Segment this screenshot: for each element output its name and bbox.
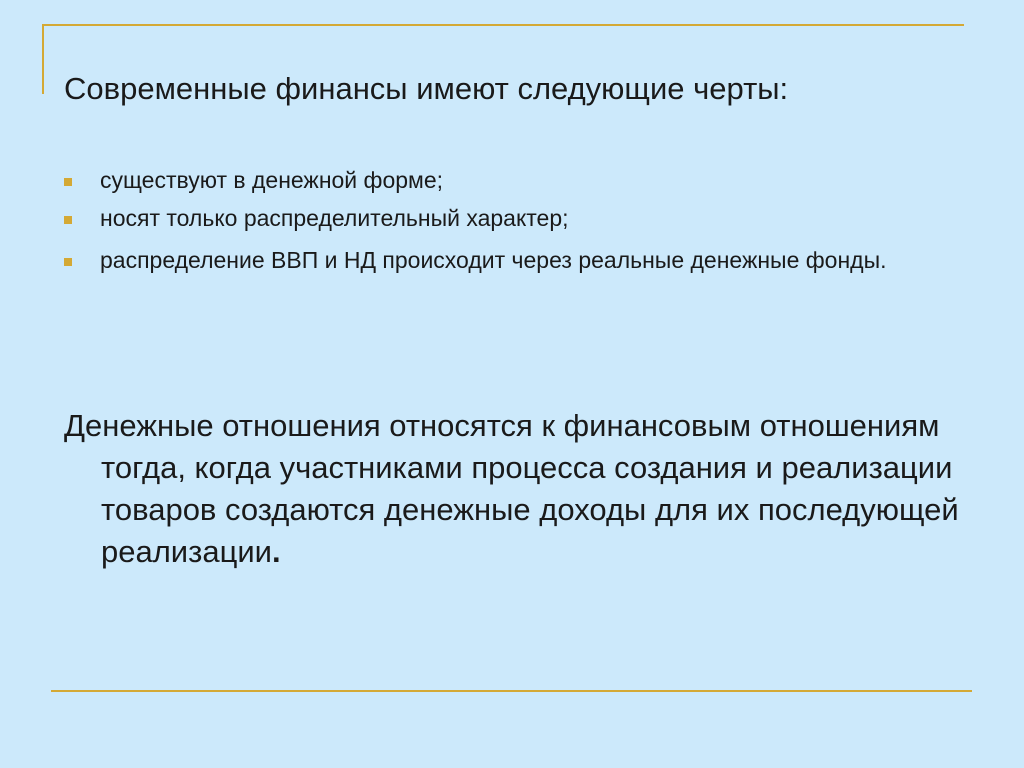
- slide-heading: Современные финансы имеют следующие черты:: [64, 71, 789, 106]
- bullet-text: существуют в денежной форме;: [100, 167, 444, 193]
- bullet-list: [64, 164, 944, 282]
- bullet-item: [64, 202, 944, 234]
- decorative-left-line: [42, 24, 44, 94]
- square-bullet-icon: [64, 258, 72, 266]
- paragraph-period: .: [271, 534, 281, 569]
- decorative-top-line: [42, 24, 964, 26]
- square-bullet-icon: [64, 216, 72, 224]
- definition-paragraph: [64, 405, 971, 573]
- bullet-item: [64, 164, 944, 196]
- bullet-text: носят только распределительный характер;: [100, 205, 569, 231]
- bullet-item: [64, 244, 944, 276]
- decorative-bottom-line: [51, 690, 972, 692]
- square-bullet-icon: [64, 178, 72, 186]
- paragraph-text: Денежные отношения относятся к финансовым отношениям тогда, когда участниками процесса создания и реализации товаров создаются денежные доходы для их последующей реализации: [64, 408, 959, 569]
- bullet-text: распределение ВВП и НД происходит через реальные денежные фонды.: [100, 247, 887, 273]
